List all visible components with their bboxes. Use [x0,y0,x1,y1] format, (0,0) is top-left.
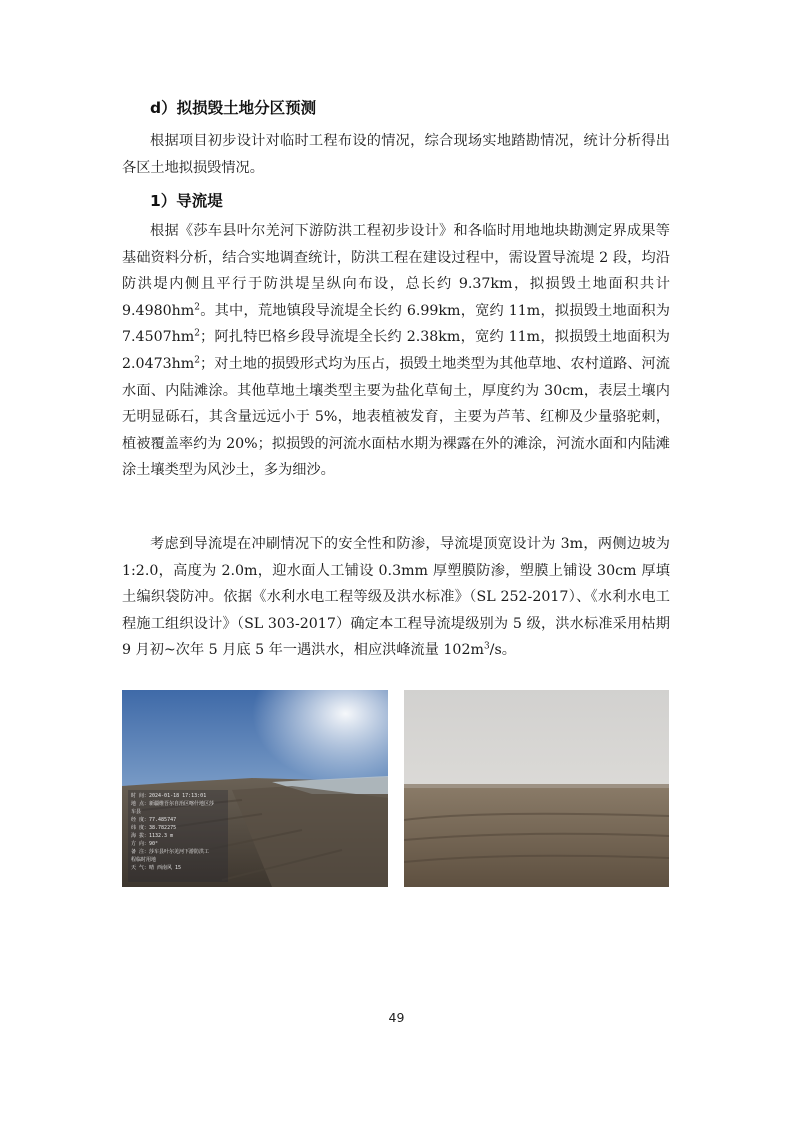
photo-gps-overlay: 时 间：2024-01-18 17:13:01 地 点：新疆维吾尔自治区喀什地区莎 车县 经 度：77.485747 纬 度：38.782275 海 拔：1132.3 m 方 向：90° 备 注：莎车县叶尔羌河下游防洪工 程临时用地 天 气：晴 西南风 15 [128,790,228,882]
site-photo-dike-right [404,690,669,887]
page-number: 49 [388,1010,405,1025]
subsection-heading-diversion-dike: 1）导流堤 [150,192,223,210]
site-photo-dike-left [122,690,388,887]
paragraph-diversion-dike: 根据《莎车县叶尔羌河下游防洪工程初步设计》和各临时用地地块勘测定界成果等基础资料分析，结合实地调查统计，防洪工程在建设过程中，需设置导流堤 2 段，均沿防洪堤内侧且平行于防洪堤呈纵向布设，总长约 9.37km，拟损毁土地面积共计 $9.4980hm^2$。其中，荒地镇段导流堤全长约 6.99km，宽约 11m，拟损毁土地面积为 $7.4507hm^2$；阿扎特巴格乡段导流堤全长约 2.38km，宽约 11m，拟损毁土地面积为 $2.0473hm^2$；对土地的损毁形式均为压占，损毁土地类型为其他草地、农村道路、河流水面、内陆滩涂。其他草地土壤类型主要为盐化草甸土，厚度约为 30cm，表层土壤内无明显砾石，其含量远远小于 5%，地表植被发育，主要为芦苇、红柳及少量骆驼刺，植被覆盖率约为 20%；拟损毁的河流水面枯水期为裸露在外的滩涂，河流水面和内陆滩涂土壤类型为风沙土，多为细沙。 [122,223,670,479]
paragraph-dike-design: 考虑到导流堤在冲刷情况下的安全性和防渗，导流堤顶宽设计为 3m，两侧边坡为 1:2.0，高度为 2.0m，迎水面人工铺设 0.3mm 厚塑膜防渗，塑膜上铺设 30cm 厚填土编织袋防冲。依据《水利水电工程等级及洪水标准》（SL 252-2017）、《水利水电工程施工组织设计》（SL 303-2017）确定本工程导流堤级别为 5 级，洪水标准采用枯期 9 月初~次年 5 月底 5 年一遇洪水，相应洪峰流量 $102m^3/s$。 [122,536,670,659]
paragraph-intro: 根据项目初步设计对临时工程布设的情况，综合现场实地踏勘情况，统计分析得出各区土地拟损毁情况。 [122,133,670,176]
section-heading-d: d）拟损毁土地分区预测 [150,99,317,117]
